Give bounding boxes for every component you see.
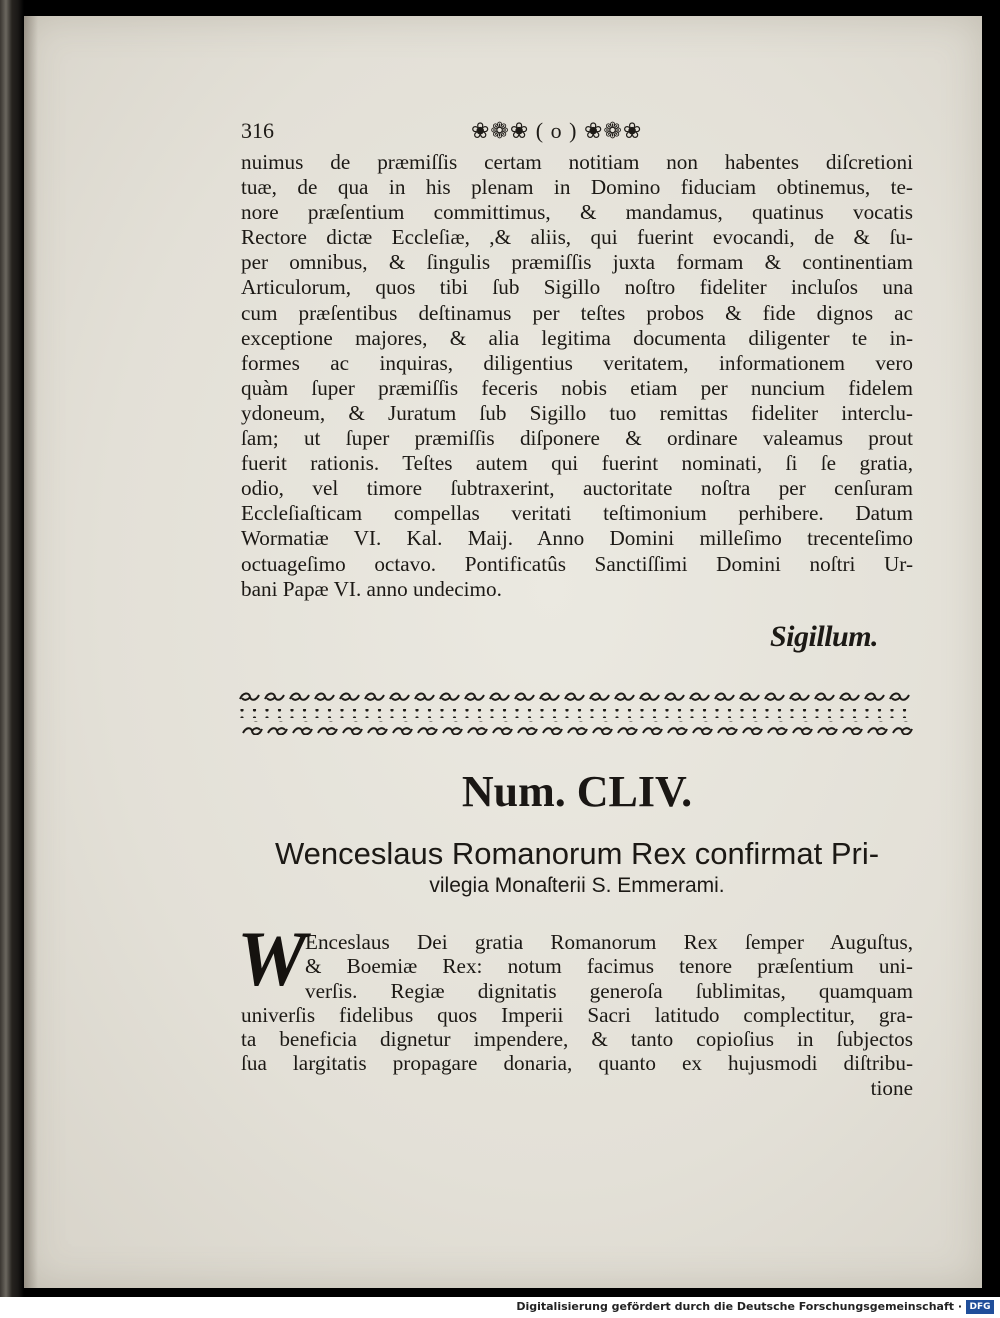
charter-line: Enceslaus Dei gratia Romanorum Rex ſemper Auguſtus, bbox=[305, 930, 913, 954]
charter-line: & Boemiæ Rex: notum facimus tenore præſentium uni- bbox=[305, 954, 913, 979]
catchword: tione bbox=[870, 1075, 913, 1100]
body-line: per omnibus, & ſingulis præmiſſis juxta formam & continentiam bbox=[241, 250, 913, 275]
spine-shadow bbox=[24, 16, 38, 1288]
body-line: quàm ſuper præmiſſis feceris nobis etiam per nuncium fidelem bbox=[241, 375, 913, 400]
body-line: ſam; ut ſuper præmiſſis diſponere & ordinare valeamus prout bbox=[241, 426, 913, 451]
charter-line: univerſis fidelibus quos Imperii Sacri latitudo complectitur, gra- bbox=[241, 1002, 913, 1027]
charter-line: ſua largitatis propagare donaria, quanto ex hujusmodi diſtribu- bbox=[241, 1051, 913, 1076]
body-line: nuimus de præmiſſis certam notitiam non habentes diſcretioni bbox=[241, 150, 913, 174]
body-line: odio, vel timore ſubtraxerint, auctoritate noſtra per cenſuram bbox=[241, 476, 913, 501]
charter-line: verſis. Regiæ dignitatis generoſa ſublimitas, quamquam bbox=[305, 978, 913, 1003]
dfg-logo[interactable]: DFG bbox=[966, 1300, 994, 1314]
document-number-heading: Num. CLIV. bbox=[461, 767, 693, 816]
body-line: octuageſimo octavo. Pontificatûs Sanctiſſimi Domini noſtri Ur- bbox=[241, 551, 913, 576]
body-line: Wormatiæ VI. Kal. Maij. Anno Domini milleſimo trecenteſimo bbox=[241, 526, 913, 551]
title-line-1: Wenceslaus Romanorum Rex confirmat Pri- bbox=[274, 836, 880, 871]
body-line: fuerit rationis. Teſtes autem qui fuerint nominati, ſi ſe gratia, bbox=[241, 451, 913, 476]
body-line: exceptione majores, & alia legitima documenta diligenter te in- bbox=[241, 325, 913, 350]
page-number: 316 bbox=[241, 118, 274, 143]
digitization-footer bbox=[0, 1297, 1000, 1318]
body-line: tuæ, de qua in his plenam in Domino fiduciam obtinemus, te- bbox=[241, 175, 913, 200]
body-text bbox=[241, 150, 913, 602]
ornamental-divider bbox=[238, 690, 914, 740]
body-line: ydoneum, & Juratum ſub Sigillo tuo remittas fideliter interclu- bbox=[241, 400, 913, 425]
body-line: Eccleſiaſticam compellas veritati teſtimonium perhibere. Datum bbox=[241, 501, 913, 526]
funding-notice: Digitalisierung gefördert durch die Deutsche Forschungsgemeinschaft · bbox=[516, 1300, 962, 1313]
charter-text bbox=[237, 915, 913, 1100]
title-line-2: vilegia Monaſterii S. Emmerami. bbox=[429, 874, 725, 897]
document-title bbox=[241, 836, 913, 900]
body-line: formes ac inquiras, diligentius veritatem, informationem vero bbox=[241, 350, 913, 375]
body-line: Articulorum, quos tibi ſub Sigillo noſtro fideliter incluſos una bbox=[241, 275, 913, 300]
body-line: nore præſentium committimus, & mandamus, quatinus vocatis bbox=[241, 200, 913, 225]
sigillum-label: Sigillum. bbox=[770, 620, 879, 653]
body-line: cum præſentibus deſtinamus per teſtes probos & fide dignos ac bbox=[241, 300, 913, 325]
charter-line: ta beneficia dignetur impendere, & tanto copioſius in ſubjectos bbox=[241, 1027, 913, 1052]
body-line: bani Papæ VI. anno undecimo. bbox=[241, 576, 502, 601]
drop-cap-initial: W bbox=[237, 915, 307, 1002]
running-head-ornament: ❀❁❀ ( o ) ❀❁❀ bbox=[471, 118, 643, 143]
body-line: Rectore dictæ Eccleſiæ, ,& aliis, qui fuerint evocandi, de & ſu- bbox=[241, 225, 913, 250]
page-header bbox=[241, 118, 913, 148]
